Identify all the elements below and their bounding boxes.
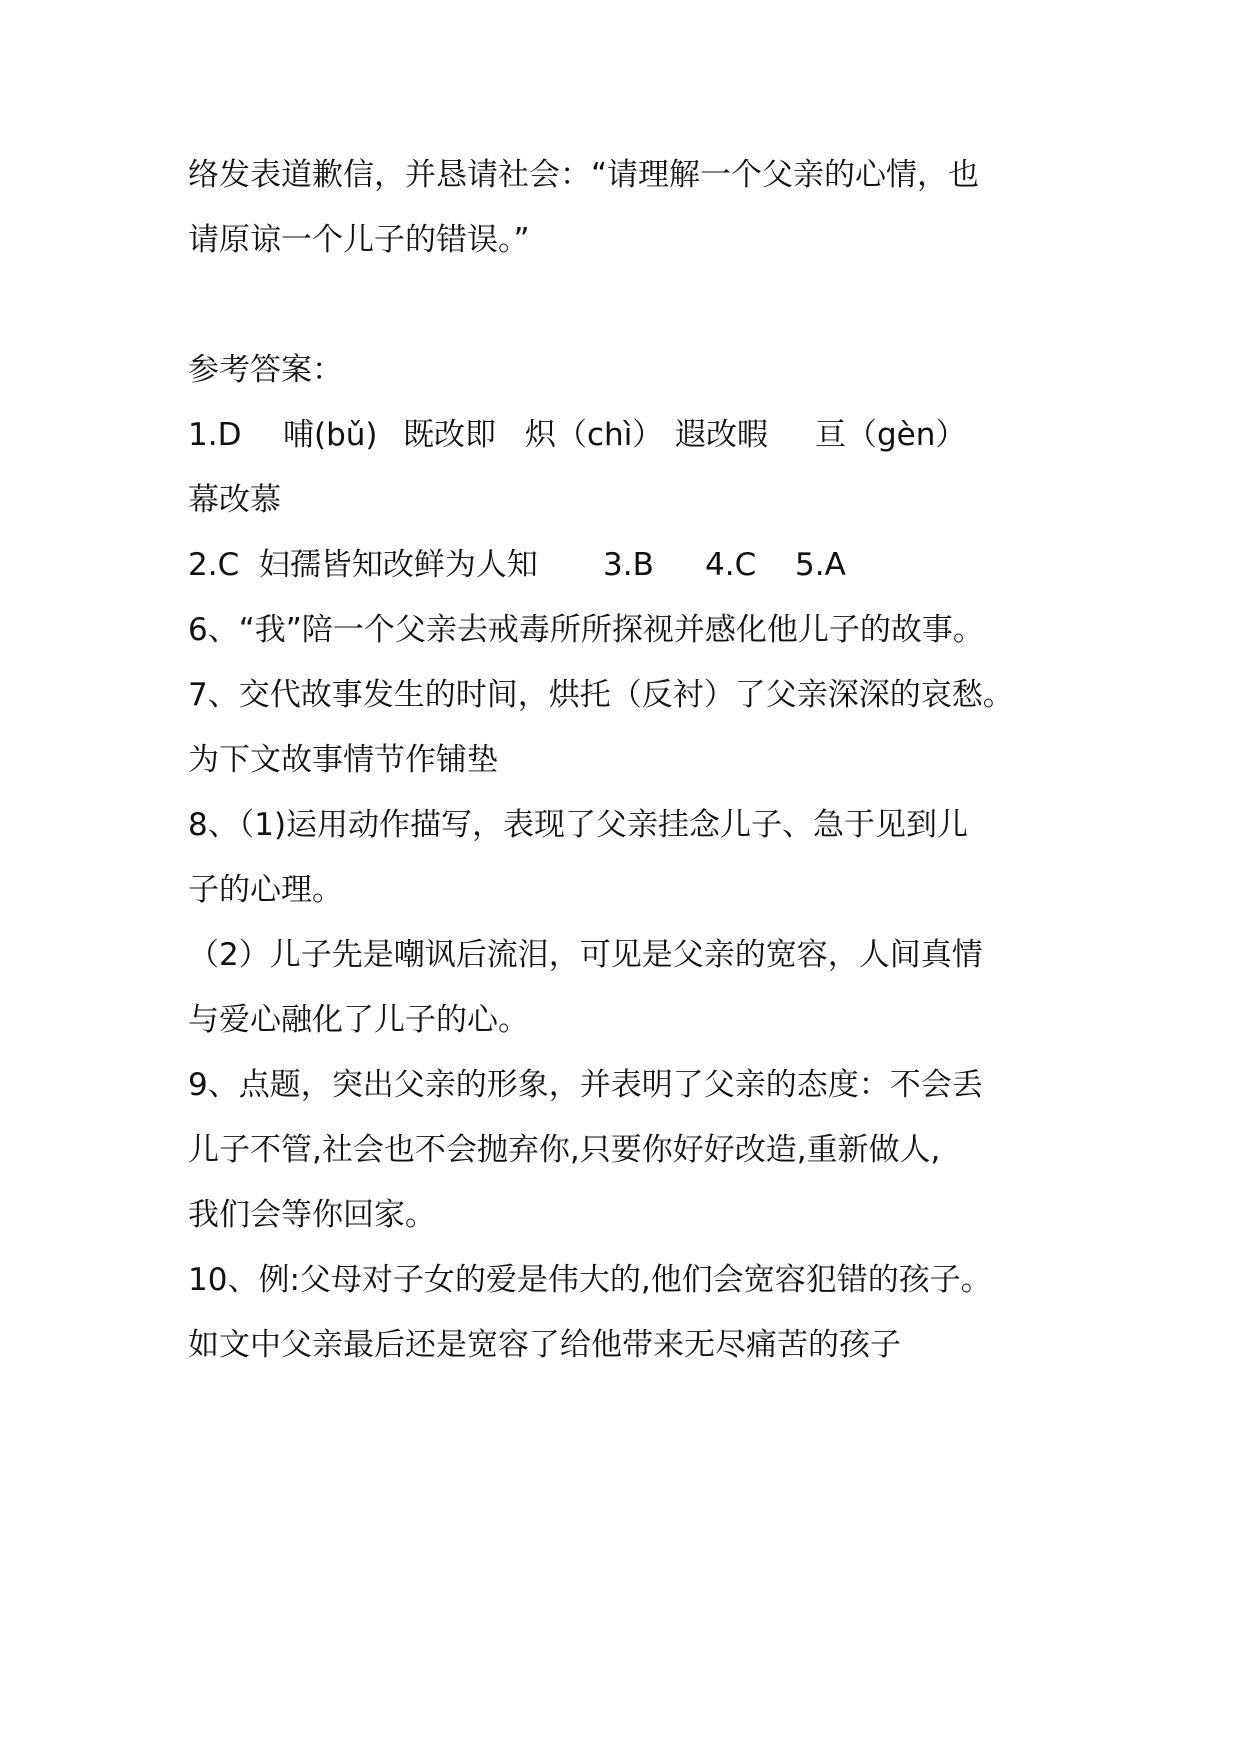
answer-1-item-2: 既改即 [403, 417, 496, 453]
answer-1-item-1: 哺(bǔ) [283, 417, 378, 453]
answer-1-item-4: 遐改暇 [675, 417, 768, 453]
answer-7-line-1: 7、交代故事发生的时间，烘托（反衬）了父亲深深的哀愁。 [188, 677, 1014, 713]
answer-8-line-1: 8、（1)运用动作描写，表现了父亲挂念儿子、急于见到儿 [188, 807, 969, 843]
answer-1 [188, 415, 1068, 455]
answer-10-line-2: 如文中父亲最后还是宽容了给他带来无尽痛苦的孩子 [188, 1327, 901, 1363]
answer-1-item-5: 亘（gèn） [815, 417, 967, 453]
answer-2-5 [188, 545, 1068, 585]
answer-8-line-2: 子的心理。 [188, 872, 343, 908]
intro-line-2: 请原谅一个儿子的错误。” [188, 222, 530, 258]
answer-3: 3.B [603, 547, 654, 583]
answer-4: 4.C [705, 547, 757, 583]
answers-heading: 参考答案： [188, 352, 343, 388]
document-page [188, 155, 1068, 1390]
answer-1-label: 1.D [188, 417, 242, 453]
answer-8-line-4: 与爱心融化了儿子的心。 [188, 1002, 529, 1038]
answer-9-line-2: 儿子不管,社会也不会抛弃你,只要你好好改造,重新做人, [188, 1132, 941, 1168]
answer-1-item-3: 炽（chì） [525, 417, 664, 453]
answer-1-continued: 幕改慕 [188, 482, 281, 518]
answer-10-line-1: 10、例:父母对子女的爱是伟大的,他们会宽容犯错的孩子。 [188, 1262, 992, 1298]
intro-line-1: 络发表道歉信，并恳请社会：“请理解一个父亲的心情，也 [188, 157, 980, 193]
answer-9-line-1: 9、点题，突出父亲的形象，并表明了父亲的态度：不会丢 [188, 1067, 983, 1103]
answer-5: 5.A [795, 547, 846, 583]
answer-6: 6、“我”陪一个父亲去戒毒所所探视并感化他儿子的故事。 [188, 612, 984, 648]
answer-7-line-2: 为下文故事情节作铺垫 [188, 742, 498, 778]
answer-9-line-3: 我们会等你回家。 [188, 1197, 436, 1233]
answer-2: 2.C 妇孺皆知改鲜为人知 [188, 547, 538, 583]
answer-8-line-3: （2）儿子先是嘲讽后流泪，可见是父亲的宽容，人间真情 [188, 937, 983, 973]
